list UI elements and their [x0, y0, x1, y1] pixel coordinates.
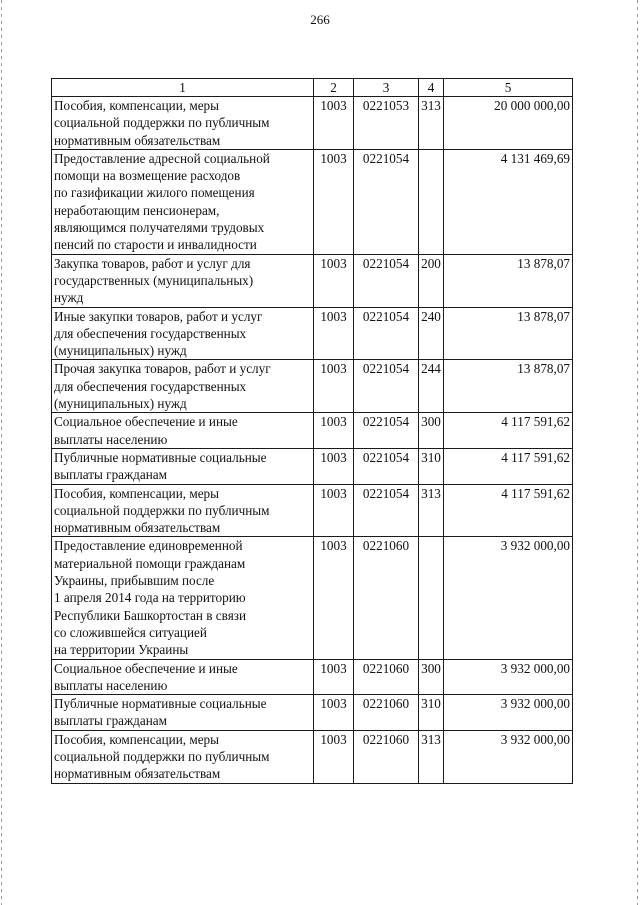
- row-section-cell: 1003: [314, 97, 354, 150]
- row-name-line: выплаты гражданам: [54, 713, 167, 729]
- row-name-cell: [52, 537, 314, 659]
- row-amount-cell: 20 000 000,00: [444, 97, 573, 150]
- table-row: [52, 537, 573, 659]
- row-name-line: Предоставление адресной социальной: [54, 150, 270, 166]
- row-section-cell: 1003: [314, 149, 354, 254]
- table-row: [52, 659, 573, 695]
- column-header-target-article: 3: [354, 79, 419, 97]
- row-target-article-cell: 0221054: [354, 360, 419, 413]
- row-name-line: нормативным обязательствам: [54, 132, 221, 148]
- table-row: [52, 307, 573, 360]
- row-name-cell: [52, 695, 314, 731]
- row-section-cell: 1003: [314, 254, 354, 307]
- row-name-line: Социальное обеспечение и иные: [54, 414, 238, 430]
- row-target-article-cell: 0221060: [354, 695, 419, 731]
- row-name-line: материальной помощи гражданам: [54, 555, 246, 571]
- column-header-amount: 5: [444, 79, 573, 97]
- row-name-line: Украины, прибывшим после: [54, 573, 215, 589]
- header-row: [52, 79, 573, 97]
- row-amount-cell: 4 117 591,62: [444, 448, 573, 484]
- row-expense-type-cell: 313: [419, 730, 444, 783]
- row-amount-cell: 3 932 000,00: [444, 659, 573, 695]
- row-name-line: пенсий по старости и инвалидности: [54, 237, 257, 253]
- column-header-section: 2: [314, 79, 354, 97]
- scan-edge-right: [637, 0, 638, 905]
- table-row: [52, 730, 573, 783]
- row-name-line: Пособия, компенсации, меры: [54, 98, 219, 113]
- row-amount-cell: 3 932 000,00: [444, 730, 573, 783]
- row-section-cell: 1003: [314, 448, 354, 484]
- table-header: [52, 79, 573, 97]
- row-name-line: Социальное обеспечение и иные: [54, 660, 238, 676]
- row-name-line: нормативным обязательствам: [54, 520, 221, 536]
- row-name-line: Публичные нормативные социальные: [54, 696, 267, 712]
- row-expense-type-cell: 313: [419, 97, 444, 150]
- row-section-cell: 1003: [314, 360, 354, 413]
- row-name-line: выплаты населению: [54, 431, 168, 447]
- row-expense-type-cell: 300: [419, 659, 444, 695]
- row-target-article-cell: 0221060: [354, 537, 419, 659]
- table-body: [52, 97, 573, 784]
- table-row: [52, 695, 573, 731]
- row-amount-cell: 4 117 591,62: [444, 413, 573, 449]
- table-row: [52, 360, 573, 413]
- page-number: 266: [310, 12, 330, 27]
- table-row: [52, 254, 573, 307]
- column-header-name: 1: [52, 79, 314, 97]
- row-expense-type-cell: 310: [419, 695, 444, 731]
- row-name-line: Республики Башкортостан в связи: [54, 607, 247, 623]
- row-name-line: (муниципальных) нужд: [54, 343, 187, 359]
- row-expense-type-cell: 200: [419, 254, 444, 307]
- row-name-cell: [52, 413, 314, 449]
- table-row: [52, 413, 573, 449]
- row-name-line: по газификации жилого помещения: [54, 185, 255, 201]
- row-target-article-cell: 0221054: [354, 307, 419, 360]
- row-name-cell: [52, 254, 314, 307]
- row-name-cell: [52, 659, 314, 695]
- row-name-cell: [52, 97, 314, 150]
- row-name-line: нормативным обязательствам: [54, 766, 221, 782]
- table-row: [52, 484, 573, 537]
- row-target-article-cell: 0221053: [354, 97, 419, 150]
- row-target-article-cell: 0221054: [354, 149, 419, 254]
- row-expense-type-cell: 310: [419, 448, 444, 484]
- row-name-line: для обеспечения государственных: [54, 325, 247, 341]
- row-section-cell: 1003: [314, 413, 354, 449]
- row-name-line: Предоставление единовременной: [54, 538, 243, 554]
- row-section-cell: 1003: [314, 695, 354, 731]
- row-section-cell: 1003: [314, 730, 354, 783]
- row-section-cell: 1003: [314, 484, 354, 537]
- row-name-line: выплаты гражданам: [54, 467, 167, 483]
- row-name-line: на территории Украины: [54, 642, 189, 658]
- row-name-line: 1 апреля 2014 года на территорию: [54, 590, 246, 606]
- row-section-cell: 1003: [314, 537, 354, 659]
- row-target-article-cell: 0221060: [354, 659, 419, 695]
- row-name-line: Прочая закупка товаров, работ и услуг: [54, 361, 271, 377]
- table-row: [52, 149, 573, 254]
- row-name-line: для обеспечения государственных: [54, 378, 247, 394]
- row-target-article-cell: 0221054: [354, 254, 419, 307]
- row-name-line: выплаты населению: [54, 677, 168, 693]
- table-row: [52, 97, 573, 150]
- row-expense-type-cell: [419, 537, 444, 659]
- row-name-line: социальной поддержки по публичным: [54, 115, 270, 131]
- row-name-line: являющимся получателями трудовых: [54, 220, 265, 236]
- row-name-line: Иные закупки товаров, работ и услуг: [54, 308, 263, 324]
- row-name-line: социальной поддержки по публичным: [54, 502, 270, 518]
- row-name-cell: [52, 149, 314, 254]
- row-name-cell: [52, 730, 314, 783]
- budget-table: [51, 78, 573, 784]
- row-name-line: (муниципальных) нужд: [54, 396, 187, 412]
- row-name-line: Закупка товаров, работ и услуг для: [54, 255, 251, 271]
- row-section-cell: 1003: [314, 659, 354, 695]
- row-target-article-cell: 0221054: [354, 484, 419, 537]
- row-target-article-cell: 0221054: [354, 413, 419, 449]
- row-amount-cell: 3 932 000,00: [444, 695, 573, 731]
- row-name-cell: [52, 484, 314, 537]
- row-expense-type-cell: 313: [419, 484, 444, 537]
- row-name-cell: [52, 360, 314, 413]
- row-section-cell: 1003: [314, 307, 354, 360]
- row-name-line: Публичные нормативные социальные: [54, 449, 267, 465]
- scan-edge-left: [1, 0, 2, 905]
- row-amount-cell: 13 878,07: [444, 254, 573, 307]
- row-name-cell: [52, 307, 314, 360]
- row-amount-cell: 13 878,07: [444, 307, 573, 360]
- row-expense-type-cell: [419, 149, 444, 254]
- row-name-line: Пособия, компенсации, меры: [54, 485, 219, 501]
- row-name-line: со сложившейся ситуацией: [54, 624, 207, 640]
- row-expense-type-cell: 240: [419, 307, 444, 360]
- row-name-line: нужд: [54, 290, 84, 306]
- row-target-article-cell: 0221054: [354, 448, 419, 484]
- row-amount-cell: 4 117 591,62: [444, 484, 573, 537]
- row-expense-type-cell: 300: [419, 413, 444, 449]
- row-amount-cell: 3 932 000,00: [444, 537, 573, 659]
- table-row: [52, 448, 573, 484]
- row-name-line: Пособия, компенсации, меры: [54, 731, 219, 747]
- row-name-line: социальной поддержки по публичным: [54, 748, 270, 764]
- row-name-line: неработающим пенсионерам,: [54, 202, 220, 218]
- row-expense-type-cell: 244: [419, 360, 444, 413]
- row-target-article-cell: 0221060: [354, 730, 419, 783]
- row-name-cell: [52, 448, 314, 484]
- row-name-line: помощи на возмещение расходов: [54, 168, 241, 184]
- row-name-line: государственных (муниципальных): [54, 272, 254, 288]
- row-amount-cell: 4 131 469,69: [444, 149, 573, 254]
- column-header-expense-type: 4: [419, 79, 444, 97]
- row-amount-cell: 13 878,07: [444, 360, 573, 413]
